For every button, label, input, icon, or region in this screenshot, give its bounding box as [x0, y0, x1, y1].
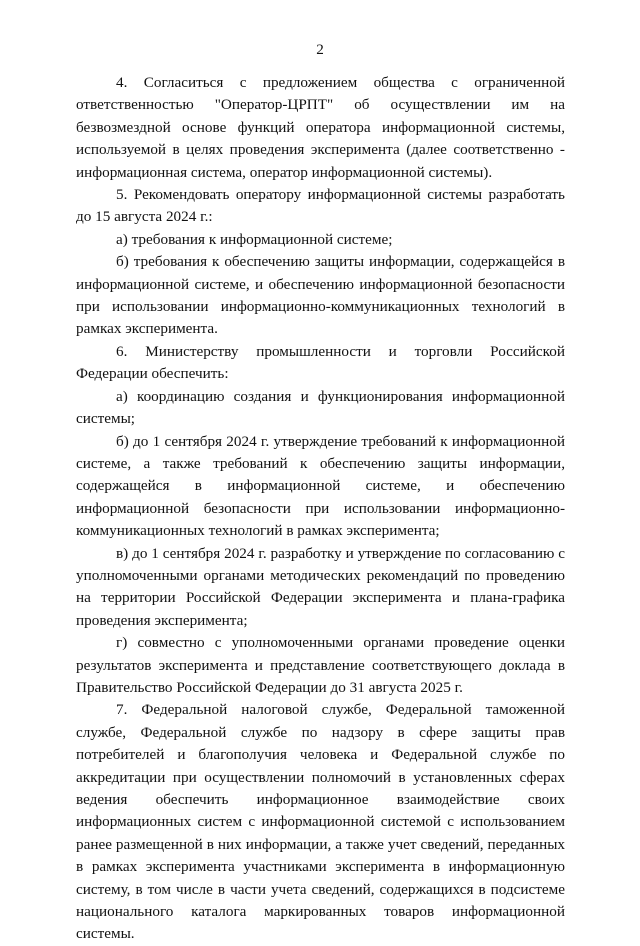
- paragraph-6-item-c: в) до 1 сентября 2024 г. разработку и утверждение по согласованию с уполномоченными органами методических рекомендаций по проведению на территории Российской Федерации эксперимента и плана-графика проведения эксперимента;: [76, 544, 565, 629]
- paragraph-5-item-a: а) требования к информационной системе;: [116, 230, 393, 248]
- paragraph-5-item-b: б) требования к обеспечению защиты информации, содержащейся в информационной системе, и обеспечению информационной безопасности при использовании информационно-коммуникационных технологий в рамках эксперимента.: [76, 253, 565, 338]
- paragraph-6-item-b: б) до 1 сентября 2024 г. утверждение требований к информационной системе, а также требований к обеспечению защиты информации, содержащейся в информационной системе, и обеспечению информационной безопасности при использовании информационно-коммуникационных технологий в рамках эксперимента;: [76, 432, 565, 540]
- paragraph-5: 5. Рекомендовать оператору информационной системы разработать до 15 августа 2024 г.:: [76, 186, 565, 226]
- paragraph-7: 7. Федеральной налоговой службе, Федеральной таможенной службе, Федеральной службе по надзору в сфере защиты прав потребителей и благополучия человека и Федеральной службе по аккредитации при осуществлении полномочий в установленных сферах ведения обеспечить информационное взаимодействие своих информационных систем с информационной системой с использованием ранее размещенной в них информации, а также учет сведений, переданных в рамках эксперимента участниками эксперимента в информационную систему, в том числе в части учета сведений, содержащихся в подсистеме национального каталога маркированных товаров информационной системы.: [76, 701, 565, 943]
- page-number: 2: [316, 41, 324, 58]
- paragraph-6-item-d: г) совместно с уполномоченными органами проведение оценки результатов эксперимента и представление соответствующего доклада в Правительство Российской Федерации до 31 августа 2025 г.: [76, 634, 565, 696]
- paragraph-6: 6. Министерству промышленности и торговли Российской Федерации обеспечить:: [76, 342, 565, 383]
- paragraph-6-item-a: а) координацию создания и функционирования информационной системы;: [76, 387, 565, 428]
- document-body: [76, 72, 565, 946]
- paragraph-4: 4. Согласиться с предложением общества с ограниченной ответственностью "Оператор-ЦРПТ" об осуществлении им на безвозмездной основе функций оператора информационной системы, используемой в целях проведения эксперимента (далее соответственно - информационная система, оператор информационной системы).: [76, 74, 565, 181]
